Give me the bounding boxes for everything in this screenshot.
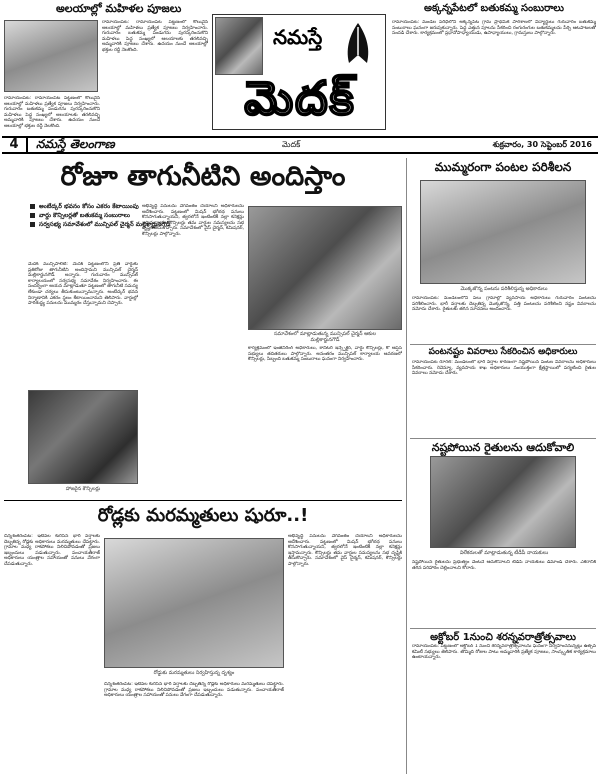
crop-body: రామాయంపేట: మండలంలోని పలు గ్రామాల్లో వ్యవసాయ అధికారులు గురువారం పంటలను పరిశీలించారు. భారీ వర్షాలకు దెబ్బతిన్న మొక్కజొన్న, పత్తి పంటలను పరిశీలించి నష్టం వివరాలను నమోదు చేశారు. రైతులకు తగిన సూచనలు అందించారు. <box>412 296 596 313</box>
akkannapet-story <box>392 2 596 134</box>
issue-date: శుక్రవారం, 30 సెప్టెంబర్ 2016 <box>492 139 592 149</box>
right-column-rule <box>406 158 407 774</box>
temple-photo <box>4 20 98 92</box>
farmers-photo-caption: విలేకరులతో మాట్లాడుతున్న టీడీపీ నాయకులు <box>459 550 549 556</box>
details-body: రామాయంపేట రూరల్: మండలంలో భారీ వర్షాల కారణంగా నష్టపోయిన పంటల వివరాలను అధికారులు సేకరించారు. రెవెన్యూ, వ్యవసాయ శాఖ అధికారులు సంయుక్తంగా క్షేత్రస్థాయిలో పర్యటించి రైతుల వివరాలు నమోదు చేశారు. <box>412 360 596 377</box>
akkannapet-body: రామాయంపేట: మండల పరిధిలోని అక్కన్నపేట గ్రామ ప్రాథమిక పాఠశాలలో విద్యార్థులు గురువారం బతుకమ్మ సంబురాలు ఘనంగా జరుపుకున్నారు. పెద్ద ఎత్తున పూలను సేకరించి రంగురంగుల బతుకమ్మలను పేర్చి ఆటపాటలతో సందడి చేశారు. కార్యక్రమంలో ప్రధానోపాధ్యాయుడు, ఉపాధ్యాయులు, గ్రామస్తులు పాల్గొన్నారు. <box>392 20 596 37</box>
oct-body: రామాయంపేట: పట్టణంలో అక్టోబర్ 1 నుంచి శరన్నవరాత్రోత్సవాలను ఘనంగా నిర్వహించనున్నట్లు ఉత్సవ కమిటీ సభ్యులు తెలిపారు. తొమ్మిది రోజుల పాటు అమ్మవారికి ప్రత్యేక పూజలు, సాంస్కృతిక కార్యక్రమాలు ఉంటాయన్నారు. <box>412 644 596 661</box>
brand-small: నమస్తే <box>273 25 323 49</box>
brand-title: మెదక్ <box>244 71 356 125</box>
temple-story-body-lower: రామాయంపేట: రామాయంపేట పట్టణంలో కొలువైన ఆలయాల్లో మహిళలు ప్రత్యేక పూజలు నిర్వహించారు. గురువారం బతుకమ్మ పండుగను పురస్కరించుకొని మహిళలు పెద్ద సంఖ్యలో ఆలయాలకు తరలివచ్చి అమ్మవారికి పూజలు చేశారు. ఉదయం నుంచే ఆలయాల్లో భక్తుల రద్దీ నెలకొంది. <box>4 96 100 129</box>
road-body: చిన్నశంకరంపేట: ఇటీవల కురిసిన భారీ వర్షాలకు దెబ్బతిన్న రోడ్లకు అధికారులు మరమ్మతులు చేపట్టారు. గ్రామాల మధ్య రాకపోకలు నిలిచిపోవడంతో ప్రజలు ఇబ్బందులు పడుతున్నారు. పంచాయతీరాజ్ అధికారులు యంత్రాల సహాయంతో పనులు వేగంగా చేపడుతున్నారు. <box>4 534 100 567</box>
council-photo <box>28 390 138 484</box>
temple-story-title: అలయాల్లో మహిళల పూజలు <box>56 2 182 15</box>
farmers-body: నష్టపోయిన రైతులను ప్రభుత్వం వెంటనే ఆదుకోవాలని టీడీపీ నాయకులు డిమాండ్ చేశారు. ఎకరానికి తగిన పరిహారం చెల్లించాలని కోరారు. <box>412 560 596 571</box>
crop-title: ముమ్మరంగా పంటల పరిశీలన <box>434 160 572 174</box>
farmers-photo <box>430 456 576 548</box>
crop-photo-caption: మొక్కజొన్న పంటను పరిశీలిస్తున్న అధికారులు <box>460 286 548 292</box>
divider-line <box>4 500 402 501</box>
bullet-item: వార్డు కౌన్సిలర్లతో బతుకమ్మ సంబురాలు <box>30 211 210 220</box>
temple-story <box>4 2 208 134</box>
road-headline: రోడ్లకు మరమ్మతులు షురూ..! <box>97 505 309 526</box>
road-body-continued: చిన్నశంకరంపేట: ఇటీవల కురిసిన భారీ వర్షాలకు దెబ్బతిన్న రోడ్లకు అధికారులు మరమ్మతులు చేపట్టారు. గ్రామాల మధ్య రాకపోకలు నిలిచిపోవడంతో ప్రజలు ఇబ్బందులు పడుతున్నారు. పంచాయతీరాజ్ అధికారులు యంత్రాల సహాయంతో పనులు వేగంగా చేపడుతున్నారు. <box>104 682 284 699</box>
council-photo-caption: హాజరైన కౌన్సిలర్లు <box>65 486 101 492</box>
road-photo <box>104 538 284 668</box>
namaste-hands-icon <box>341 21 375 65</box>
main-body-mid: అభివృద్ధి పనులను వేగవంతం చేయాలని అధికారులను ఆదేశించారు. పట్టణంలో మిషన్ భగీరథ పనులు కొనసాగుతున్నాయని, త్వరలోనే ఇంటింటికీ నల్లా కనెక్షన్లు ఇస్తామన్నారు. కౌన్సిలర్లు తమ వార్డుల సమస్యలను సభ దృష్టికి తీసుకొచ్చారు. సమావేశంలో వైస్ చైర్మన్, కమిషనర్, కౌన్సిలర్లు పాల్గొన్నారు. <box>142 204 244 237</box>
details-title: పంటనష్టం వివరాలు సేకరించిన అధికారులు <box>410 344 596 359</box>
brand-photo <box>215 17 263 75</box>
page-number: 4 <box>2 138 28 152</box>
bullet-item: అంబేద్కర్ భవనం కోసం ఎకరం కేటాయింపు <box>30 202 210 211</box>
crop-photo <box>420 180 586 284</box>
paper-name: నమస్తే తెలంగాణ <box>36 136 115 151</box>
road-photo-caption: రోడ్డుకు మరమ్మతులు నిర్వహిస్తున్న దృశ్యం <box>153 670 235 676</box>
main-body-right: కార్యక్రమంలో ఇంజినీరింగ్ అధికారులు, శానిటరీ ఇన్స్పెక్టర్, వార్డు కౌన్సిలర్లు, కో ఆప్షన్ సభ్యులు తదితరులు పాల్గొన్నారు. అనంతరం మున్సిపల్ కార్యాలయ ఆవరణలో కౌన్సిలర్లు, సిబ్బంది బతుకమ్మ సంబురాలు ఘనంగా నిర్వహించారు. <box>248 346 402 363</box>
road-body-right: అభివృద్ధి పనులను వేగవంతం చేయాలని అధికారులను ఆదేశించారు. పట్టణంలో మిషన్ భగీరథ పనులు కొనసాగుతున్నాయని, త్వరలోనే ఇంటింటికీ నల్లా కనెక్షన్లు ఇస్తామన్నారు. కౌన్సిలర్లు తమ వార్డుల సమస్యలను సభ దృష్టికి తీసుకొచ్చారు. సమావేశంలో వైస్ చైర్మన్, కమిషనర్, కౌన్సిలర్లు పాల్గొన్నారు. <box>288 534 402 567</box>
district-name: మెదక్ <box>282 139 301 149</box>
main-photo <box>248 206 402 330</box>
header-bar <box>2 136 598 154</box>
brand-block <box>212 14 386 130</box>
farmers-title: నష్టపోయిన రైతులను ఆదుకోవాలి <box>410 438 596 457</box>
bullet-item: సర్వసభ్య సమావేశంలో మున్సిపల్ చైర్మన్ మల్లికార్జునగౌడ్ <box>30 220 210 229</box>
main-photo-caption: సమావేశంలో మాట్లాడుతున్న మున్సిపల్ చైర్మన్ ఆకుల మల్లికార్జునగౌడ్ <box>273 331 377 343</box>
main-headline: రోజూ తాగునీటిని అందిస్తాం <box>60 161 346 192</box>
akkannapet-title: అక్కన్నపేటలో బతుకమ్మ సంబురాలు <box>424 3 564 14</box>
oct-title: అక్టోబర్ 1నుంచి శరన్నవరాత్రోత్సవాలు <box>410 628 596 645</box>
temple-story-body: రామాయంపేట: రామాయంపేట పట్టణంలో కొలువైన ఆలయాల్లో మహిళలు ప్రత్యేక పూజలు నిర్వహించారు. గురువారం బతుకమ్మ పండుగను పురస్కరించుకొని మహిళలు పెద్ద సంఖ్యలో ఆలయాలకు తరలివచ్చి అమ్మవారికి పూజలు చేశారు. ఉదయం నుంచే ఆలయాల్లో భక్తుల రద్దీ నెలకొంది. <box>102 20 208 53</box>
main-body-left: మెదక్ మున్సిపాలిటీ: మెదక్ పట్టణంలోని ప్రతి వార్డుకు ప్రతిరోజు తాగునీటిని అందిస్తామని మున్సిపల్ చైర్మన్ మల్లికార్జునగౌడ్ అన్నారు. గురువారం మున్సిపల్ కార్యాలయంలో సర్వసభ్య సమావేశం నిర్వహించారు. ఈ సందర్భంగా ఆయన మాట్లాడుతూ పట్టణంలో తాగునీటి సమస్య లేకుండా చర్యలు తీసుకుంటున్నామన్నారు. అంబేద్కర్ భవన నిర్మాణానికి ఎకరం స్థలం కేటాయించామని తెలిపారు. వార్డుల్లో పారిశుద్ధ్య పనులను ముమ్మరం చేస్తున్నామని చెప్పారు. <box>28 262 138 307</box>
